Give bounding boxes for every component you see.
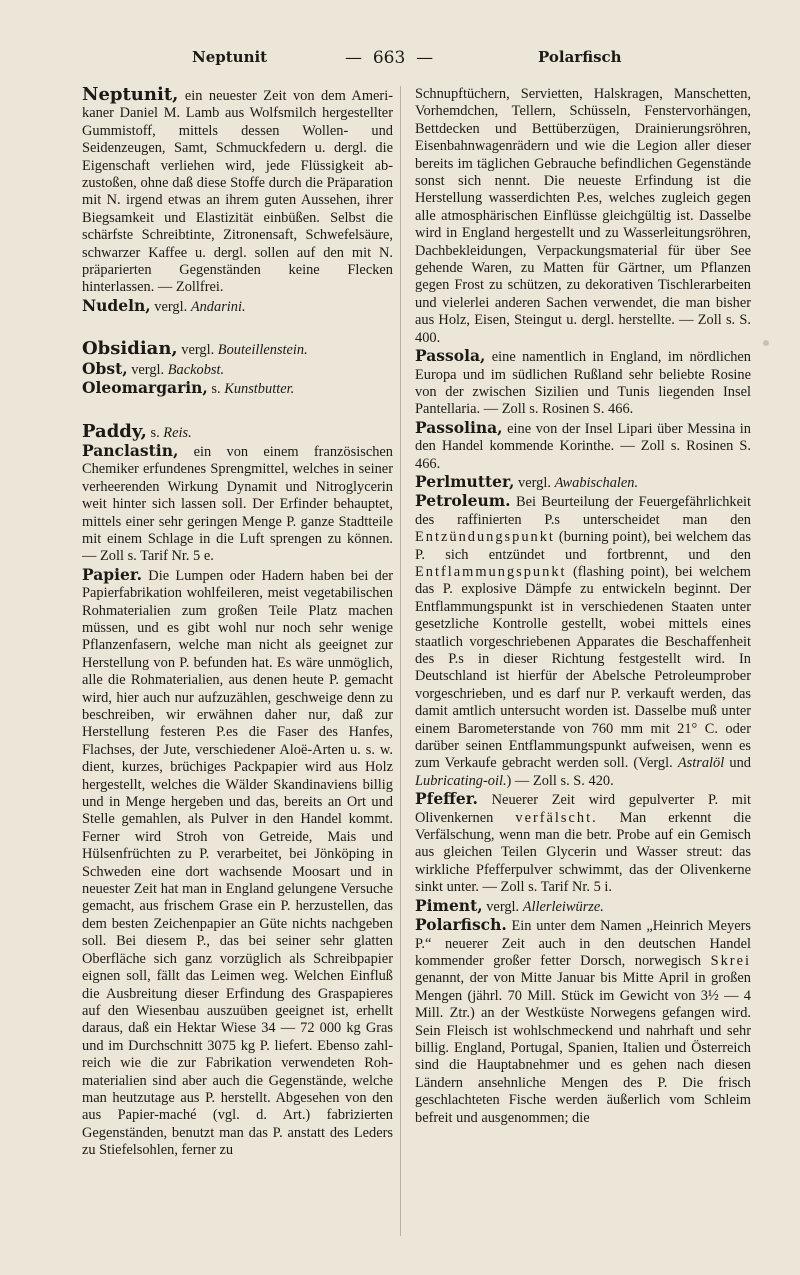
headword: Polarfisch. [415, 915, 507, 935]
headword: Passola, [415, 346, 486, 366]
entry-perlmutter [415, 473, 751, 492]
column-divider [400, 86, 401, 1236]
entry-text: Bei Beurteilung der Feuergefährlichkeit des raffinierten P.s unterscheidet man den [415, 494, 751, 528]
entry-text: Die Lumpen oder Hadern haben bei der Papierfabrikation wohlfeileren, meist vegetabilischen Rohmaterialien zum großen Teile Platz machen müssen, und es gibt wohl nur noch sehr wenige Pflanzenfasern, welche man nicht als geeignet zur Herstellung von P. befunden hat. Es wäre unmöglich, alle die Rohmaterialien, aus denen heute P. gemacht wird, hier auch nur aufzuzählen, geschweige denn zu beschreiben, wir erwähnen daher nur, daß zur Herstellung festeren P.es die Faser des Hanfes, Flachses, der Jute, verschiedener Aloë-Arten u. s. w. dient, kurzes, brüchiges Packpapier wird aus Holz hergestellt, welches die Wälder Skandinaviens billig und in Menge hergeben und das, bereits an Ort und Stelle gemahlen, als Pulver in den Handel kommt. Ferner wird Stroh von Getreide, Mais und Hülsenfrüchten zu P. verarbeitet, bei Jönköping in Schweden eine dort wachsende Moosart und in neuester Zeit hat man in England gelungene Versuche gemacht, aus frischem Grase ein P. herzustellen, das dem besten Zeichenpapier an Güte nichts nachgeben soll. Bei diesem P., das bei seiner sehr glatten Oberfläche sich ganz vorzüglich als Schreibpapier eignen soll, fällt das Leimen weg. Welchen Einfluß die Ausbreitung dieser Erfindung des Graspapieres auf den Wiesenbau auszuüben geeignet ist, erhellt daraus, daß ein Hektar Wiese 34 — 72 000 kg Gras und im Durchschnitt 3075 kg P. liefert. Ebenso zahlreich wie die zur Fabrikation verwendeten Rohmaterialien sind aber auch die Gegenstände, welche man heutzutage aus P. herstellt. Abgesehen von den aus Papier-maché (vgl. d. Art.) fabrizierten Gegenständen, benutzt man das P. anstatt des Leders zu Stiefelsohlen, ferner zu [82, 567, 393, 1159]
cross-reference: Awabischalen. [554, 474, 639, 491]
header-right-word: Polarfisch [538, 48, 622, 66]
entry-petroleum [415, 492, 751, 790]
entry-panclastin [82, 442, 393, 566]
entry-passolina [415, 419, 751, 473]
cross-reference: Lubricating-oil. [415, 772, 507, 789]
entry-polarfisch [415, 916, 751, 1127]
headword: Perlmutter, [415, 471, 515, 491]
entry-text: eine von der Insel Lipari über Messina in den Handel kommende Korinthe. — Zoll s. Rosinen S. 466. [415, 420, 751, 472]
entry-nudeln [82, 297, 393, 316]
entry-text: vergl. [127, 361, 168, 378]
section-gap [82, 399, 393, 423]
entry-papier-continued [415, 86, 751, 347]
cross-reference: Backobst. [167, 361, 225, 378]
headword: Pfeffer. [415, 789, 478, 809]
entry-neptunit [82, 86, 393, 297]
entry-passola [415, 347, 751, 419]
headword: Passolina, [415, 417, 503, 437]
entry-text: vergl. [482, 898, 523, 915]
entry-text: vergl. [150, 298, 191, 315]
entry-text: ) — Zoll s. S. 420. [506, 772, 614, 789]
entry-paddy [82, 420, 393, 442]
entry-papier [82, 566, 393, 1160]
header-page-number-group [345, 48, 433, 68]
entry-oleomargarin [82, 379, 393, 398]
entry-text: Neuerer Zeit wird gepulverter P. mit Olivenkernen [415, 792, 751, 826]
entry-pfeffer [415, 790, 751, 896]
spaced-term: verfälscht. [515, 809, 598, 826]
headword: Oleomargarin, [82, 378, 208, 398]
margin-speck [763, 340, 769, 346]
entry-text: s. [146, 424, 164, 441]
headword: Obst, [82, 358, 128, 378]
entry-text: (burning point), bei welchem das P. sich entzündet und fortbrennt, und den [415, 529, 751, 563]
entry-text: Schnupftüchern, Servietten, Halskragen, Manschetten, Vorhemdchen, Tellern, Schüsseln, Fenstervorhängen, Bettdecken und Bettüberzügen, Drainierungsröhren, Eisenbahnwagenrädern und wie die Legion aller dieser bereits im täglichen Gebrauche befindlichen Gegenstände sonst sich nennt. Die neueste Erfindung ist die Herstellung wasserdichten P.es, welches zugleich gegen alle atmosphärischen Einflüsse gleichgültig ist. Dasselbe wird in England hergestellt und zu Wasserleitungsröhren, Dachbekleidungen, Verpackungsmaterial für über See gehende Waren, zu Matten für Gärtner, um Pflanzen gegen Frost zu schützen, zu dekorativen Tischlerarbeiten und vielerlei anderen Sachen verwendet, die man bisher aus Holz, Eisen, Steingut u. dergl. herstellte. — Zoll s. S. 400. [415, 86, 751, 346]
headword: Panclastin, [82, 440, 179, 460]
spaced-term: Skrei [710, 952, 751, 969]
cross-reference: Reis. [163, 424, 192, 441]
cross-reference: Kunstbutter. [224, 381, 295, 398]
entry-text: ein neuester Zeit von dem Amerikaner Daniel M. Lamb aus Wolfsmilch hergestellter Gummistoff, mittels dessen Wollen- und Seidenzeugen, Samt, Schmuckfedern u. dergl. die Eigenschaft verliehen wird, jede Flüssigkeit abzustoßen, ohne daß diese Stoffe durch die Präparation mit N. irgend etwas an ihrem guten Aussehen, ihrer Biegsamkeit und Elastizität einbüßen. Selbst die schärfste Schreibtinte, Zitronensaft, Schwefelsäure, schwarzer Kaffee u. dergl. sollen auf den mit N. präparierten Gegenständen keine Flecken hinterlassen. — Zollfrei. [82, 88, 393, 296]
headword: Piment, [415, 895, 483, 915]
header-left-word: Neptunit [192, 48, 268, 66]
entry-piment [415, 897, 751, 916]
headword: Papier. [82, 564, 143, 584]
running-header [0, 42, 800, 72]
entry-text: Ein unter dem Namen „Heinrich Meyers P.“ neuerer Zeit auch in den deutschen Handel kommender großer fetter Dorsch, norwegisch [415, 918, 751, 969]
headword: Paddy, [82, 420, 147, 442]
headword: Petroleum. [415, 491, 511, 511]
entry-text: Man erkennt die Verfälschung, wenn man die betr. Probe auf ein Gemisch aus gleichen Teilen Glycerin und Wasser streut: das wirkliche Pfefferpulver schwimmt, das der Olivenkerne sinkt unter. — Zoll s. Tarif Nr. 5 i. [415, 809, 751, 896]
cross-reference: Allerleiwürze. [522, 898, 604, 915]
entry-obst [82, 360, 393, 379]
entry-text: vergl. [514, 474, 555, 491]
right-column [415, 86, 751, 1246]
cross-reference: Bouteillenstein. [217, 342, 308, 359]
cross-reference: Astralöl [677, 755, 725, 772]
left-column [82, 86, 393, 1246]
entry-text: vergl. [177, 342, 218, 359]
spaced-term: Entzündungspunkt [415, 529, 555, 546]
headword: Neptunit, [82, 86, 179, 105]
entry-text: ein von einem französischen Chemiker erfundenes Sprengmittel, welches in seiner verheerenden Wirkung Dynamit und Nitroglycerin weit hinter sich lassen soll. Der Erfinder behauptet, mittels einer sehr geringen Menge P. ganze Stadtteile mit einem Schlage in die Luft sprengen zu können. — Zoll s. Tarif Nr. 5 e. [82, 443, 393, 565]
headword: Obsidian, [82, 338, 178, 360]
cross-reference: Andarini. [190, 298, 246, 315]
entry-text: und [724, 755, 751, 772]
spaced-term: Entflammungspunkt [415, 563, 567, 580]
page-number: 663 [372, 48, 406, 68]
entry-text: (flashing point), bei welchem das P. explosive Dämpfe zu entwickeln beginnt. Der Entflammungspunkt ist in verschiedenen Staaten unter gesetzliche Kontrolle gestellt, wobei mittels eines staatlich vorgeschriebenen Apparates die Beschaffenheit des P.s in dieser Richtung festgestellt wird. In Deutschland ist hierfür der Abelsche Petroleumprober vorgeschrieben, und es darf nur P. verkauft werden, das damit amtlich untersucht worden ist. Dasselbe muß unter einem Barometerstande von 760 mm mit 21° C. oder darüber seinen Entflammungspunkt aufweisen, wenn es zum Verkaufe gebracht werden soll. (Vergl. [415, 563, 751, 772]
entry-obsidian [82, 340, 393, 359]
headword: Nudeln, [82, 295, 151, 315]
entry-text: s. [207, 381, 225, 398]
section-gap [82, 316, 393, 340]
entry-text: eine namentlich in England, im nördlichen Europa und im südlichen Rußland sehr beliebte Rosine von der zwischen Sizilien und Tunis liegenden Insel Pantellaria. — Zoll s. Rosinen S. 466. [415, 349, 751, 418]
entry-text: genannt, der von Mitte Januar bis Mitte April in großen Mengen (jährl. 70 Mill. Stück im Gewicht von 3½ — 4 Mill. Ztr.) an der Westküste Norwegens gefangen wird. Sein Fleisch ist wohlschmeckend und nahrhaft und sehr billig. England, Portugal, Spanien, Italien und Österreich sind die Hauptabnehmer und es gehen nach diesen Ländern ansehnliche Mengen des P. Die frisch geschlachteten Fische werden äußerlich vom Schleim befreit und ausgenommen; die [415, 970, 751, 1126]
header-dash-left: — [345, 48, 362, 68]
header-dash-right: — [416, 48, 434, 68]
